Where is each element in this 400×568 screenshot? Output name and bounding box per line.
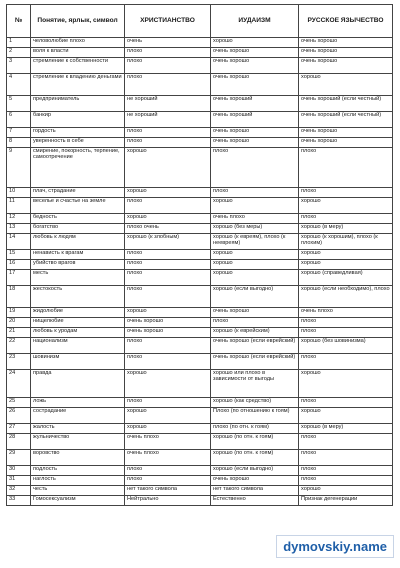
row-concept: честь: [31, 486, 125, 496]
row-judaism: очень хорошо: [211, 138, 299, 148]
row-number: 21: [7, 328, 31, 338]
row-paganism: хорошо: [299, 370, 393, 398]
row-concept: ненависть к врагам: [31, 250, 125, 260]
row-paganism: хорошо: [299, 198, 393, 214]
row-judaism: Естественно: [211, 496, 299, 506]
row-concept: подлость: [31, 466, 125, 476]
table-row: [7, 188, 393, 198]
row-concept: плач, страдание: [31, 188, 125, 198]
table-row: [7, 496, 393, 506]
row-paganism: плохо: [299, 354, 393, 370]
row-concept: сострадание: [31, 408, 125, 424]
row-number: 10: [7, 188, 31, 198]
row-number: 2: [7, 48, 31, 58]
row-paganism: хорошо: [299, 486, 393, 496]
row-number: 17: [7, 270, 31, 286]
table-row: [7, 434, 393, 450]
row-concept: стремление к владению деньгами: [31, 74, 125, 96]
row-paganism: плохо: [299, 214, 393, 224]
row-judaism: хорошо (если выгодно): [211, 466, 299, 476]
row-concept: человолюбие плохо: [31, 38, 125, 48]
table-body: [7, 38, 393, 506]
row-judaism: очень хороший: [211, 112, 299, 128]
row-judaism: хорошо (по отн. к гоям): [211, 434, 299, 450]
header-paganism: РУССКОЕ ЯЗЫЧЕСТВО: [299, 5, 393, 38]
row-paganism: очень хорошо: [299, 58, 393, 74]
row-paganism: хорошо (в меру): [299, 424, 393, 434]
row-concept: банкир: [31, 112, 125, 128]
row-concept: наглость: [31, 476, 125, 486]
table-row: [7, 450, 393, 466]
row-concept: жульничество: [31, 434, 125, 450]
row-judaism: очень хорошо (если еврейский): [211, 338, 299, 354]
row-number: 22: [7, 338, 31, 354]
row-number: 3: [7, 58, 31, 74]
row-paganism: плохо: [299, 318, 393, 328]
header-christianity: ХРИСТИАНСТВО: [125, 5, 211, 38]
row-judaism: очень хорошо: [211, 476, 299, 486]
row-paganism: хорошо: [299, 74, 393, 96]
row-paganism: хорошо (в меру): [299, 224, 393, 234]
row-number: 9: [7, 148, 31, 188]
table-row: [7, 224, 393, 234]
row-christianity: плохо: [125, 58, 211, 74]
row-number: 32: [7, 486, 31, 496]
row-number: 11: [7, 198, 31, 214]
row-judaism: очень хороший: [211, 96, 299, 112]
row-christianity: плохо: [125, 270, 211, 286]
row-judaism: очень хорошо: [211, 74, 299, 96]
row-christianity: хорошо: [125, 408, 211, 424]
row-christianity: очень плохо: [125, 450, 211, 466]
row-paganism: очень хорошо: [299, 128, 393, 138]
table-row: [7, 260, 393, 270]
row-concept: нищелюбие: [31, 318, 125, 328]
header-number: №: [7, 5, 31, 38]
row-christianity: хорошо (к злобным): [125, 234, 211, 250]
row-christianity: не хороший: [125, 112, 211, 128]
row-christianity: очень хорошо: [125, 318, 211, 328]
row-paganism: хорошо: [299, 250, 393, 260]
row-judaism: хорошо (к еврейским): [211, 328, 299, 338]
row-paganism: хорошо (без шовинизма): [299, 338, 393, 354]
table-row: [7, 408, 393, 424]
row-concept: стремление к собственности: [31, 58, 125, 74]
row-concept: шовинизм: [31, 354, 125, 370]
row-judaism: очень хорошо (если еврейский): [211, 354, 299, 370]
row-christianity: хорошо: [125, 424, 211, 434]
row-christianity: хорошо: [125, 214, 211, 224]
row-paganism: хорошо: [299, 260, 393, 270]
row-paganism: очень хорошо: [299, 48, 393, 58]
row-paganism: очень хороший (если честный): [299, 96, 393, 112]
row-christianity: нет такого символа: [125, 486, 211, 496]
row-christianity: не хороший: [125, 96, 211, 112]
row-judaism: Плохо (по отношению к гоям): [211, 408, 299, 424]
row-christianity: плохо: [125, 398, 211, 408]
row-christianity: плохо очень: [125, 224, 211, 234]
row-number: 18: [7, 286, 31, 308]
row-judaism: очень хорошо: [211, 128, 299, 138]
comparison-table: [6, 4, 393, 506]
table-row: [7, 308, 393, 318]
row-judaism: хорошо (без меры): [211, 224, 299, 234]
row-paganism: очень хорошо: [299, 138, 393, 148]
table-row: [7, 270, 393, 286]
row-number: 23: [7, 354, 31, 370]
table-row: [7, 286, 393, 308]
row-paganism: плохо: [299, 148, 393, 188]
row-christianity: плохо: [125, 354, 211, 370]
table-row: [7, 96, 393, 112]
row-concept: воля к власти: [31, 48, 125, 58]
row-christianity: хорошо: [125, 148, 211, 188]
row-concept: смирение, покорность, терпение, самоотречение: [31, 148, 125, 188]
row-number: 31: [7, 476, 31, 486]
row-paganism: плохо: [299, 188, 393, 198]
row-judaism: плохо (по отн. к гоям): [211, 424, 299, 434]
table-row: [7, 234, 393, 250]
row-number: 19: [7, 308, 31, 318]
row-christianity: плохо: [125, 138, 211, 148]
row-paganism: хорошо (к хорошим), плохо (к плохим): [299, 234, 393, 250]
row-concept: правда: [31, 370, 125, 398]
row-paganism: хорошо (справедливая): [299, 270, 393, 286]
row-judaism: плохо: [211, 188, 299, 198]
table-row: [7, 74, 393, 96]
row-paganism: плохо: [299, 476, 393, 486]
row-number: 6: [7, 112, 31, 128]
table-row: [7, 128, 393, 138]
row-judaism: плохо: [211, 148, 299, 188]
table-row: [7, 58, 393, 74]
table-row: [7, 38, 393, 48]
row-number: 25: [7, 398, 31, 408]
table-row: [7, 398, 393, 408]
row-number: 26: [7, 408, 31, 424]
row-concept: жалость: [31, 424, 125, 434]
row-paganism: Признак дегенерации: [299, 496, 393, 506]
row-judaism: очень хорошо: [211, 308, 299, 318]
row-judaism: хорошо: [211, 260, 299, 270]
row-number: 5: [7, 96, 31, 112]
row-concept: убийство врагов: [31, 260, 125, 270]
row-number: 33: [7, 496, 31, 506]
row-christianity: плохо: [125, 198, 211, 214]
row-judaism: хорошо (если выгодно): [211, 286, 299, 308]
row-christianity: Нейтрально: [125, 496, 211, 506]
table-row: [7, 250, 393, 260]
row-judaism: хорошо: [211, 250, 299, 260]
header-judaism: ИУДАИЗМ: [211, 5, 299, 38]
row-paganism: хорошо (если необходимо), плохо: [299, 286, 393, 308]
table-row: [7, 486, 393, 496]
row-concept: жестокость: [31, 286, 125, 308]
row-christianity: плохо: [125, 476, 211, 486]
row-number: 20: [7, 318, 31, 328]
row-paganism: хорошо: [299, 408, 393, 424]
row-number: 13: [7, 224, 31, 234]
row-paganism: плохо: [299, 466, 393, 476]
header-row: [7, 5, 393, 38]
table-row: [7, 318, 393, 328]
row-number: 30: [7, 466, 31, 476]
row-number: 29: [7, 450, 31, 466]
table-row: [7, 198, 393, 214]
row-judaism: нет такого символа: [211, 486, 299, 496]
row-concept: гордость: [31, 128, 125, 138]
row-paganism: плохо: [299, 398, 393, 408]
row-concept: ложь: [31, 398, 125, 408]
row-christianity: плохо: [125, 74, 211, 96]
table-row: [7, 148, 393, 188]
row-christianity: очень хорошо: [125, 328, 211, 338]
table-row: [7, 138, 393, 148]
row-christianity: хорошо: [125, 370, 211, 398]
row-concept: месть: [31, 270, 125, 286]
row-paganism: плохо: [299, 328, 393, 338]
row-christianity: плохо: [125, 260, 211, 270]
row-judaism: хорошо (к евреям), плохо (к неевреям): [211, 234, 299, 250]
row-concept: предприниматель: [31, 96, 125, 112]
row-number: 7: [7, 128, 31, 138]
row-judaism: хорошо: [211, 270, 299, 286]
row-number: 27: [7, 424, 31, 434]
row-judaism: очень хорошо: [211, 58, 299, 74]
row-judaism: очень хорошо: [211, 48, 299, 58]
row-judaism: хорошо: [211, 38, 299, 48]
row-christianity: хорошо: [125, 188, 211, 198]
row-christianity: плохо: [125, 48, 211, 58]
row-concept: веселье и счастье на земле: [31, 198, 125, 214]
row-judaism: плохо: [211, 318, 299, 328]
watermark-logo: dymovskiy.name: [276, 535, 394, 558]
table-row: [7, 214, 393, 224]
row-concept: уверенность в себе: [31, 138, 125, 148]
row-concept: любовь к уродам: [31, 328, 125, 338]
row-christianity: плохо: [125, 286, 211, 308]
table-row: [7, 466, 393, 476]
row-judaism: хорошо: [211, 198, 299, 214]
table-row: [7, 48, 393, 58]
row-judaism: очень плохо: [211, 214, 299, 224]
row-number: 15: [7, 250, 31, 260]
row-paganism: плохо: [299, 450, 393, 466]
table-row: [7, 370, 393, 398]
row-concept: воровство: [31, 450, 125, 466]
row-paganism: очень хороший (если честный): [299, 112, 393, 128]
row-concept: бедность: [31, 214, 125, 224]
row-judaism: хорошо (как средство): [211, 398, 299, 408]
row-number: 1: [7, 38, 31, 48]
row-number: 4: [7, 74, 31, 96]
row-number: 12: [7, 214, 31, 224]
row-christianity: очень: [125, 38, 211, 48]
row-number: 16: [7, 260, 31, 270]
row-christianity: плохо: [125, 466, 211, 476]
table-row: [7, 476, 393, 486]
row-concept: Гомосексуализм: [31, 496, 125, 506]
table-row: [7, 112, 393, 128]
row-number: 8: [7, 138, 31, 148]
row-christianity: плохо: [125, 338, 211, 354]
table-row: [7, 338, 393, 354]
row-judaism: хорошо или плохо в зависимости от выгоды: [211, 370, 299, 398]
row-paganism: очень плохо: [299, 308, 393, 318]
table-row: [7, 424, 393, 434]
row-christianity: хорошо: [125, 308, 211, 318]
row-christianity: плохо: [125, 250, 211, 260]
header-concept: Понятие, ярлык, символ: [31, 5, 125, 38]
row-number: 14: [7, 234, 31, 250]
table-row: [7, 354, 393, 370]
row-number: 24: [7, 370, 31, 398]
row-concept: любовь к людям: [31, 234, 125, 250]
row-christianity: очень плохо: [125, 434, 211, 450]
row-number: 28: [7, 434, 31, 450]
row-paganism: очень хорошо: [299, 38, 393, 48]
row-concept: жидолюбие: [31, 308, 125, 318]
row-judaism: хорошо (по отн. к гоям): [211, 450, 299, 466]
row-paganism: плохо: [299, 434, 393, 450]
table-row: [7, 328, 393, 338]
row-concept: национализм: [31, 338, 125, 354]
row-concept: богатство: [31, 224, 125, 234]
row-christianity: плохо: [125, 128, 211, 138]
